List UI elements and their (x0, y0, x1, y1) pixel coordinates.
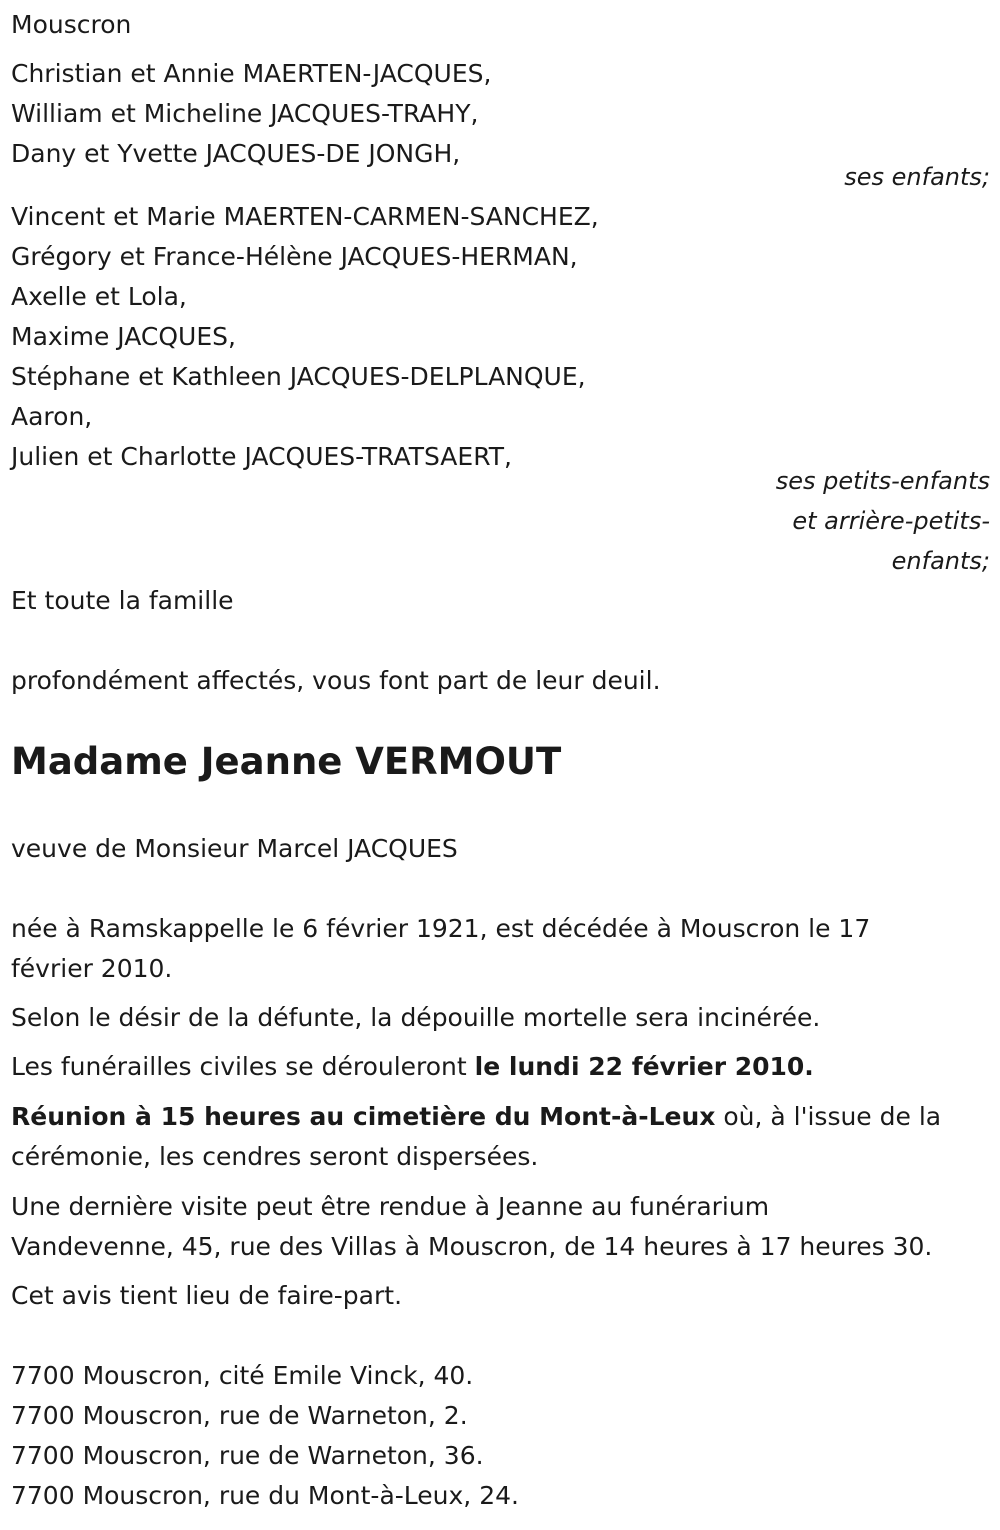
meeting-bold: Réunion à 15 heures au cimetière du Mont-à-Leux (11, 1102, 716, 1131)
meeting-line-2: cérémonie, les cendres seront dispersées. (11, 1142, 539, 1171)
grandchildren-role-line-3: enfants; (891, 547, 990, 575)
visit-line-1: Une dernière visite peut être rendue à Jeanne au funérarium (11, 1192, 770, 1221)
grandchild-line-4: Maxime JACQUES, (11, 322, 236, 351)
deceased-name: Madame Jeanne VERMOUT (11, 740, 562, 783)
grandchildren-role-line-2: et arrière-petits- (792, 507, 990, 535)
address-line-1: 7700 Mouscron, cité Emile Vinck, 40. (11, 1361, 474, 1390)
birth-death-line-1: née à Ramskappelle le 6 février 1921, est décédée à Mouscron le 17 (11, 914, 871, 943)
grandchild-line-7: Julien et Charlotte JACQUES-TRATSAERT, (11, 442, 512, 471)
funeral-line (11, 1052, 814, 1082)
address-line-2: 7700 Mouscron, rue de Warneton, 2. (11, 1401, 468, 1430)
children-role: ses enfants; (844, 163, 990, 191)
funeral-date: le lundi 22 février 2010. (474, 1052, 814, 1081)
birth-death-line-2: février 2010. (11, 954, 173, 983)
meeting-rest: où, à l'issue de la (715, 1102, 942, 1131)
cremation: Selon le désir de la défunte, la dépouille mortelle sera incinérée. (11, 1003, 821, 1032)
widow-of: veuve de Monsieur Marcel JACQUES (11, 834, 458, 863)
child-line-2: William et Micheline JACQUES-TRAHY, (11, 99, 479, 128)
meeting-line-1 (11, 1102, 941, 1132)
grandchild-line-3: Axelle et Lola, (11, 282, 187, 311)
funeral-text: Les funérailles civiles se dérouleront (11, 1052, 475, 1081)
grandchild-line-1: Vincent et Marie MAERTEN-CARMEN-SANCHEZ, (11, 202, 599, 231)
visit-line-2: Vandevenne, 45, rue des Villas à Mouscron, de 14 heures à 17 heures 30. (11, 1232, 933, 1261)
child-line-1: Christian et Annie MAERTEN-JACQUES, (11, 59, 492, 88)
city-heading: Mouscron (11, 10, 132, 39)
family-line: Et toute la famille (11, 586, 234, 615)
grandchild-line-5: Stéphane et Kathleen JACQUES-DELPLANQUE, (11, 362, 586, 391)
address-line-3: 7700 Mouscron, rue de Warneton, 36. (11, 1441, 484, 1470)
child-line-3: Dany et Yvette JACQUES-DE JONGH, (11, 139, 461, 168)
announcement: profondément affectés, vous font part de leur deuil. (11, 666, 661, 695)
notice: Cet avis tient lieu de faire-part. (11, 1281, 403, 1310)
grandchildren-role-line-1: ses petits-enfants (775, 467, 990, 495)
grandchild-line-6: Aaron, (11, 402, 93, 431)
address-line-4: 7700 Mouscron, rue du Mont-à-Leux, 24. (11, 1481, 519, 1510)
grandchild-line-2: Grégory et France-Hélène JACQUES-HERMAN, (11, 242, 578, 271)
